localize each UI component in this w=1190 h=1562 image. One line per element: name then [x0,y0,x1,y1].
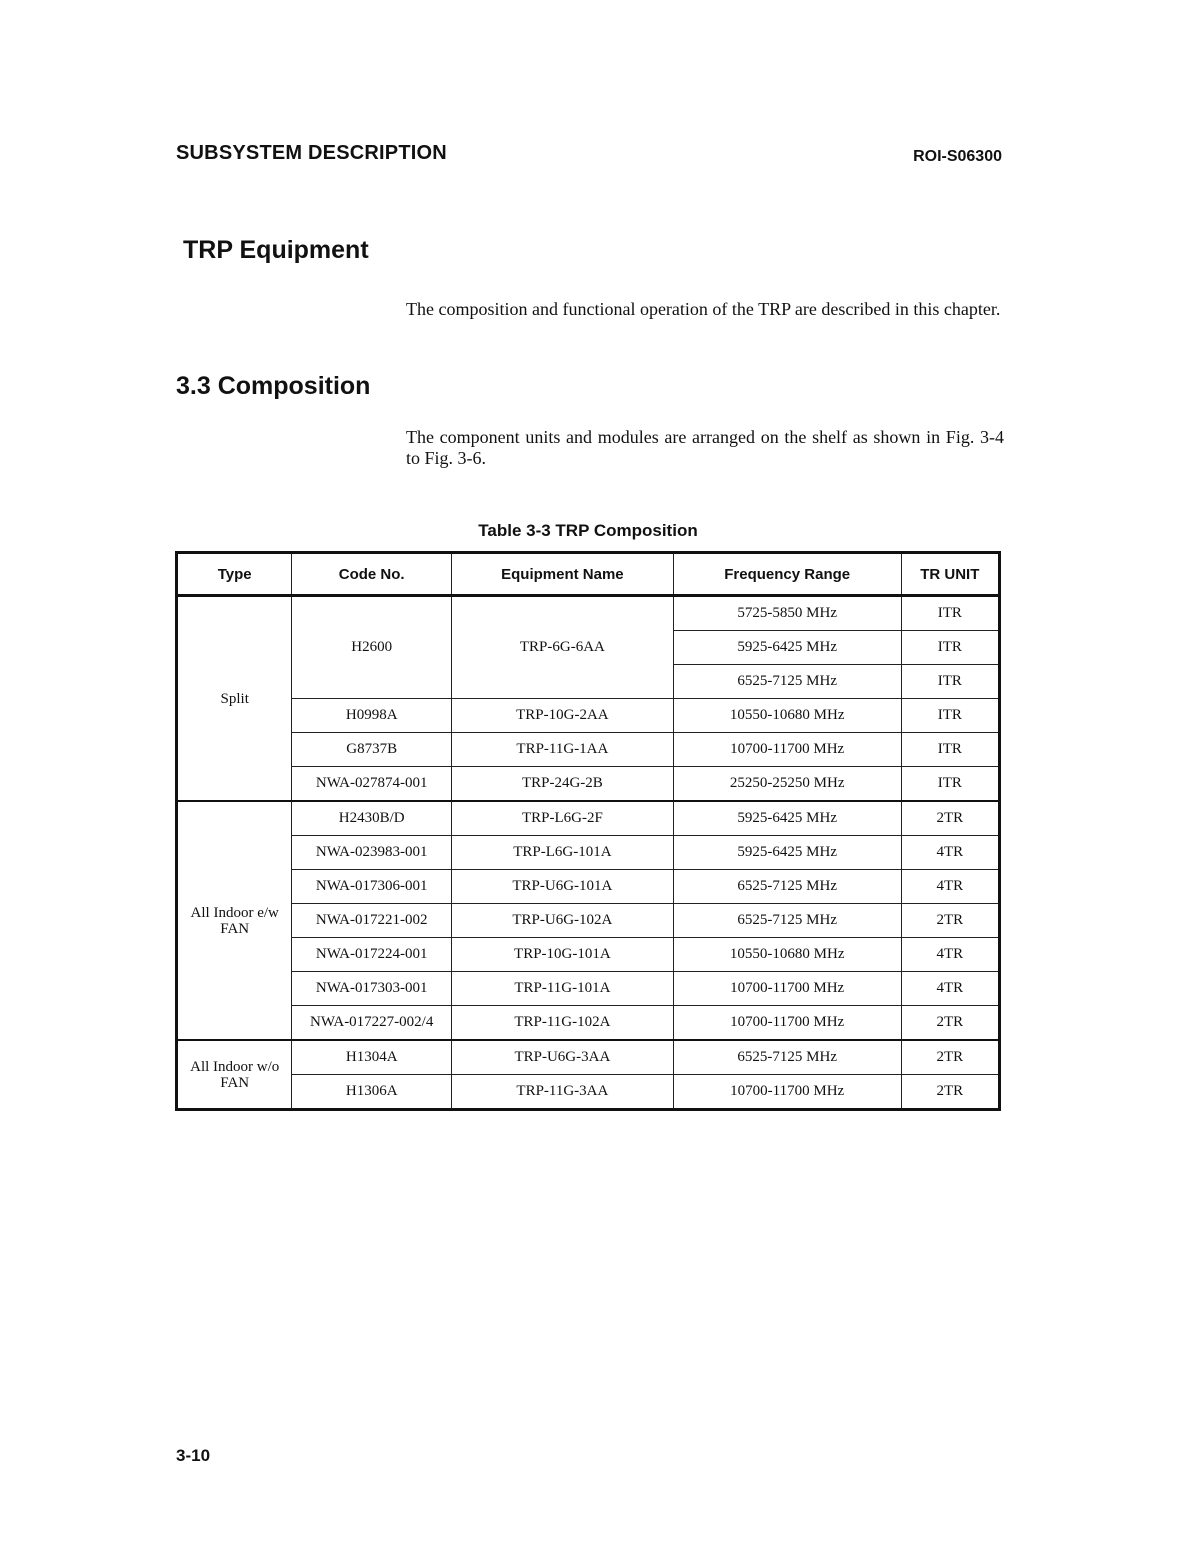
equipment-name-cell: TRP-10G-101A [451,938,673,972]
frequency-cell: 5725-5850 MHz [673,596,901,631]
table-row [177,801,1000,836]
type-cell: Split [177,596,292,802]
tr-unit-cell: ITR [901,631,999,665]
frequency-cell: 6525-7125 MHz [673,1040,901,1075]
frequency-cell: 10700-11700 MHz [673,1075,901,1110]
table-row [177,1075,1000,1110]
tr-unit-cell: 4TR [901,836,999,870]
table-body [177,596,1000,1110]
column-header-frequency: Frequency Range [673,553,901,596]
column-header-tr-unit: TR UNIT [901,553,999,596]
frequency-cell: 10700-11700 MHz [673,1006,901,1041]
code-cell: NWA-017303-001 [292,972,452,1006]
equipment-name-cell: TRP-L6G-101A [451,836,673,870]
running-header-section: SUBSYSTEM DESCRIPTION [176,142,447,164]
code-cell: H1306A [292,1075,452,1110]
table-row [177,596,1000,631]
code-cell: NWA-017306-001 [292,870,452,904]
equipment-name-cell: TRP-11G-1AA [451,733,673,767]
code-cell: NWA-023983-001 [292,836,452,870]
equipment-name-cell: TRP-24G-2B [451,767,673,802]
table-row [177,1040,1000,1075]
equipment-name-cell: TRP-6G-6AA [451,596,673,699]
tr-unit-cell: ITR [901,665,999,699]
tr-unit-cell: 2TR [901,1075,999,1110]
section-heading: 3.3 Composition [176,372,371,400]
code-cell: NWA-027874-001 [292,767,452,802]
frequency-cell: 6525-7125 MHz [673,870,901,904]
trp-composition-table [175,551,1001,1111]
table-row [177,972,1000,1006]
table-row [177,904,1000,938]
trp-composition-table-wrapper [175,551,1001,1111]
equipment-name-cell: TRP-L6G-2F [451,801,673,836]
table-row [177,870,1000,904]
frequency-cell: 5925-6425 MHz [673,801,901,836]
frequency-cell: 10550-10680 MHz [673,699,901,733]
tr-unit-cell: 2TR [901,1040,999,1075]
tr-unit-cell: ITR [901,733,999,767]
tr-unit-cell: 2TR [901,1006,999,1041]
frequency-cell: 10550-10680 MHz [673,938,901,972]
equipment-name-cell: TRP-U6G-101A [451,870,673,904]
equipment-name-cell: TRP-10G-2AA [451,699,673,733]
tr-unit-cell: ITR [901,699,999,733]
table-header-row [177,553,1000,596]
frequency-cell: 10700-11700 MHz [673,733,901,767]
equipment-name-cell: TRP-U6G-3AA [451,1040,673,1075]
page-number: 3-10 [176,1446,211,1465]
frequency-cell: 25250-25250 MHz [673,767,901,802]
equipment-name-cell: TRP-U6G-102A [451,904,673,938]
tr-unit-cell: 2TR [901,801,999,836]
table-row [177,733,1000,767]
tr-unit-cell: ITR [901,596,999,631]
table-row [177,836,1000,870]
table-row [177,767,1000,802]
code-cell: H1304A [292,1040,452,1075]
code-cell: NWA-017221-002 [292,904,452,938]
frequency-cell: 6525-7125 MHz [673,904,901,938]
code-cell: NWA-017224-001 [292,938,452,972]
intro-paragraph: The composition and functional operation of the TRP are described in this chapter. [406,299,1001,319]
running-header-doc-id: ROI-S06300 [913,148,1002,165]
column-header-code: Code No. [292,553,452,596]
frequency-cell: 5925-6425 MHz [673,836,901,870]
tr-unit-cell: ITR [901,767,999,802]
tr-unit-cell: 4TR [901,938,999,972]
table-row [177,699,1000,733]
code-cell: H2430B/D [292,801,452,836]
tr-unit-cell: 4TR [901,870,999,904]
code-cell: NWA-017227-002/4 [292,1006,452,1041]
equipment-name-cell: TRP-11G-3AA [451,1075,673,1110]
type-cell: All Indoor w/o FAN [177,1040,292,1110]
section-paragraph: The component units and modules are arranged on the shelf as shown in Fig. 3-4 to Fig. 3-6. [406,427,1004,468]
code-cell: H0998A [292,699,452,733]
code-cell: G8737B [292,733,452,767]
equipment-name-cell: TRP-11G-101A [451,972,673,1006]
table-row [177,1006,1000,1041]
frequency-cell: 10700-11700 MHz [673,972,901,1006]
type-cell: All Indoor e/w FAN [177,801,292,1040]
tr-unit-cell: 4TR [901,972,999,1006]
table-row [177,938,1000,972]
tr-unit-cell: 2TR [901,904,999,938]
frequency-cell: 6525-7125 MHz [673,665,901,699]
page-title: TRP Equipment [183,236,369,264]
equipment-name-cell: TRP-11G-102A [451,1006,673,1041]
column-header-type: Type [177,553,292,596]
column-header-name: Equipment Name [451,553,673,596]
table-caption: Table 3-3 TRP Composition [478,521,698,540]
frequency-cell: 5925-6425 MHz [673,631,901,665]
code-cell: H2600 [292,596,452,699]
